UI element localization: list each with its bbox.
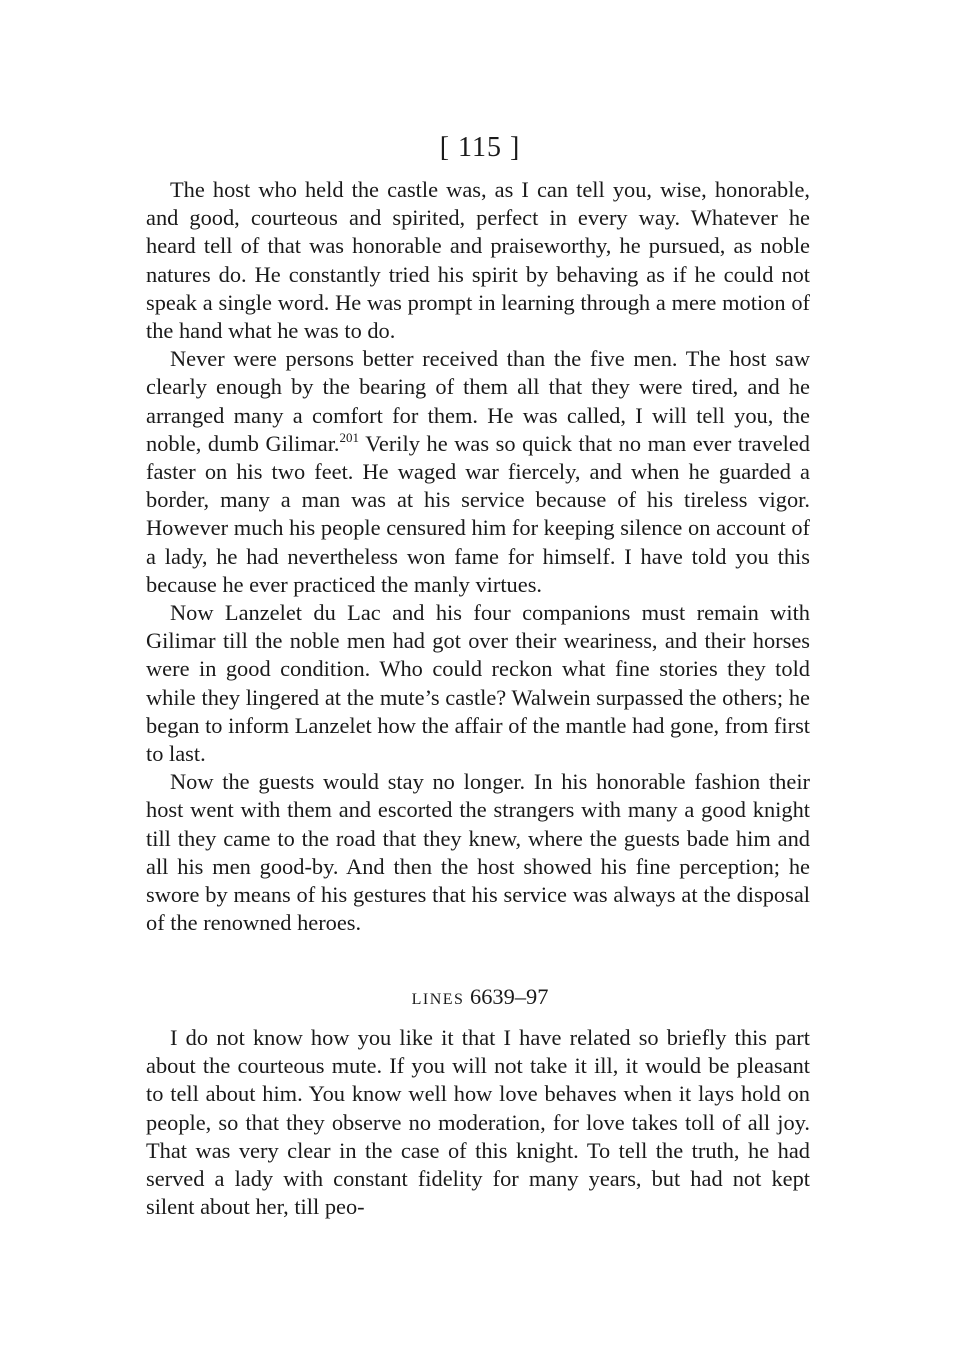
paragraph: Now the guests would stay no longer. In his honorable fashion their host went with them and escorted the strangers with many a good knight till they came to the road that they knew, where the guests bade him and all his men good-by. And then the host showed his fine perception; he swore by means of his gestures that his service was always at the disposal of the renowned heroes. <box>146 769 810 936</box>
footnote-marker: 201 <box>339 429 360 445</box>
paragraph-text: Never were persons better received than the five men. The host saw clearly enough by the bearing of them all that they were tired, and he arranged many a comfort for them. He was called, I will tell you, the noble, dumb Gilimar. <box>146 346 810 456</box>
section-heading-label: LINES <box>411 991 465 1008</box>
section-heading <box>0 980 960 1017</box>
paragraph-text: Verily he was so quick that no man ever traveled faster on his two feet. He waged war fiercely, and when he guarded a border, many a man was at his service because of his tireless vigor. However much his people censured him for keeping silence on account of a lady, he had nevertheless won fame for himself. I have told you this because he ever practiced the manly virtues. <box>146 430 810 597</box>
paragraph: Now Lanzelet du Lac and his four companions must remain with Gilimar till the noble men had got over their weariness, and their horses were in good condition. Who could reckon what fine stories they told while they lingered at the mute’s castle? Walwein surpassed the others; he began to inform Lanzelet how the affair of the mantle had gone, from first to last. <box>146 600 810 767</box>
paragraph: I do not know how you like it that I have related so briefly this part about the courteous mute. If you will not take it ill, it would be pleasant to tell about him. You know well how love behaves when it lays hold on people, so that they observe no moderation, for love takes toll of all joy. That was very clear in the case of this knight. To tell the truth, he had served a lady with constant fidelity for many years, but had not kept silent about her, till peo- <box>146 1025 810 1220</box>
paragraph: The host who held the castle was, as I can tell you, wise, honorable, and good, courteous and spirited, perfect in every way. Whatever he heard tell of that was honorable and praiseworthy, he pursued, as noble natures do. He constantly tried his spirit by behaving as if he could not speak a single word. He was prompt in learning through a mere motion of the hand what he was to do. <box>146 177 810 344</box>
text-block-main <box>146 176 810 937</box>
paragraph <box>146 345 810 599</box>
page-number: [ 115 ] <box>439 132 521 163</box>
section-heading-range: 6639–97 <box>470 984 549 1009</box>
text-block-section <box>146 1024 810 1221</box>
